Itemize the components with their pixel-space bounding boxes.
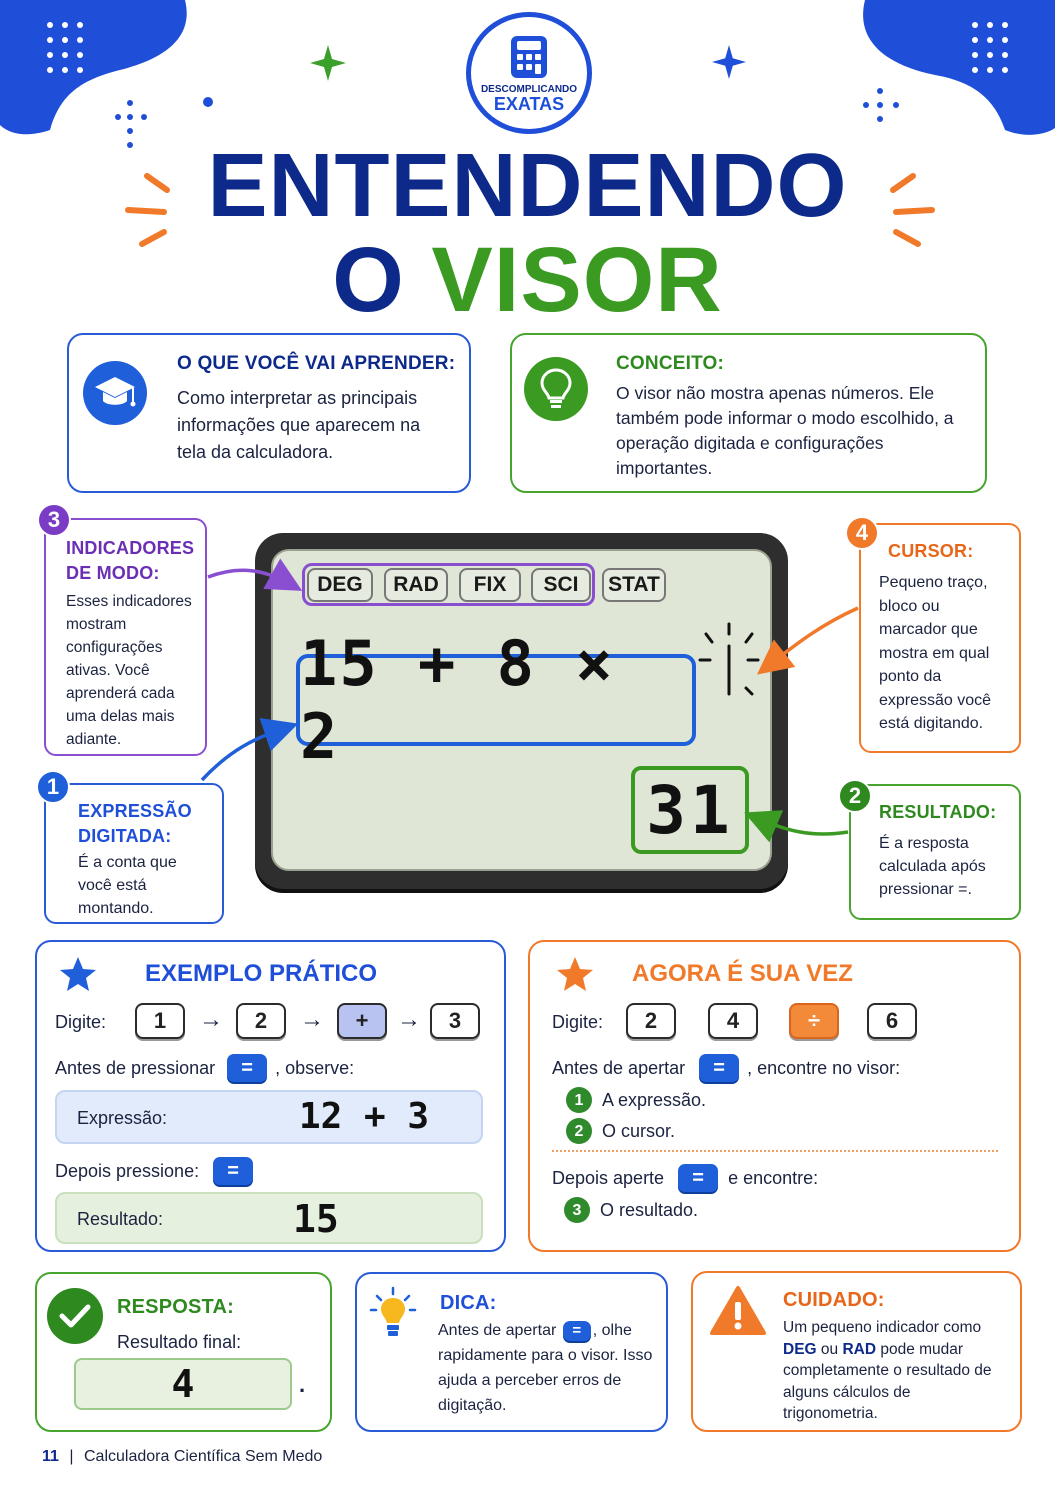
example-key-2: 2 [236, 1003, 286, 1039]
equals-key-icon: = [563, 1321, 591, 1341]
indicators-text: Esses indicadores mostram configurações ativas. Você aprenderá cada uma delas mais adiante. [66, 593, 192, 748]
cursor-title: CURSOR: [888, 541, 974, 561]
display-expression: 15 + 8 × 2 [300, 627, 615, 773]
warning-t2: ou [816, 1340, 843, 1358]
example-card [35, 940, 506, 1252]
turn-before [552, 1054, 900, 1082]
example-key-1: 1 [135, 1003, 185, 1039]
mode-deg: DEG [307, 568, 373, 602]
turn-item-2-text: O cursor. [602, 1120, 676, 1141]
turn-after-b: e encontre: [728, 1167, 819, 1188]
turn-after [552, 1164, 818, 1192]
warning-title: CUIDADO: [783, 1289, 885, 1311]
example-res-label: Resultado: [77, 1209, 164, 1229]
tip-title: DICA: [440, 1292, 497, 1314]
footer-book: Calculadora Científica Sem Medo [83, 1448, 323, 1465]
answer-title: RESPOSTA: [117, 1296, 234, 1318]
display-result: 31 [646, 771, 734, 849]
turn-before-a: Antes de apertar [552, 1057, 686, 1078]
badge-3: 3 [37, 503, 71, 537]
arrow-icon: → [397, 1006, 421, 1033]
example-before-a: Antes de pressionar [55, 1057, 216, 1078]
mode-stat: STAT [602, 568, 666, 602]
title-line2b: VISOR [431, 229, 723, 331]
footer-page: 11 [42, 1448, 59, 1465]
example-after [55, 1157, 253, 1185]
example-title: EXEMPLO PRÁTICO [145, 960, 378, 987]
indicators-title: INDICADORES DE MODO: [66, 538, 195, 583]
equals-key-icon: = [227, 1054, 267, 1082]
circle-2: 2 [566, 1118, 592, 1144]
turn-card [528, 940, 1021, 1252]
example-after-label: Depois pressione: [55, 1160, 200, 1181]
cursor-text: Pequeno traço, bloco ou marcador que mostra em qual ponto da expressão você está digitando. [879, 574, 992, 732]
example-before-b: , observe: [275, 1057, 355, 1078]
tip-text-b: , olhe rapidamente para o visor. Isso ajuda a perceber erros de digitação. [438, 1322, 653, 1414]
answer-dot: . [299, 1372, 306, 1397]
example-result-box [55, 1192, 483, 1244]
turn-key-6: 6 [867, 1003, 917, 1039]
check-icon [47, 1288, 103, 1344]
warning-card [691, 1271, 1022, 1432]
title-line1: ENTENDENDO [207, 136, 848, 236]
learn-text: Como interpretar as principais informações que aparecem na tela da calculadora. [177, 388, 421, 462]
example-key-plus: + [337, 1003, 387, 1039]
warning-t1: Um pequeno indicador como [783, 1319, 982, 1336]
expression-title: EXPRESSÃO DIGITADA: [78, 801, 192, 846]
turn-key-4: 4 [708, 1003, 758, 1039]
tip-card [355, 1272, 668, 1432]
star-icon [556, 956, 594, 992]
badge-4: 4 [845, 516, 879, 550]
turn-title: AGORA É SUA VEZ [632, 960, 853, 987]
learn-title: O QUE VOCÊ VAI APRENDER: [177, 353, 456, 374]
answer-label: Resultado final: [117, 1332, 242, 1352]
example-digit-label: Digite: [55, 1012, 107, 1032]
equals-key-icon: = [213, 1157, 253, 1185]
equals-key-icon: = [678, 1164, 718, 1192]
example-expr-value: 12 + 3 [299, 1096, 430, 1137]
equals-key-icon: = [699, 1054, 739, 1082]
arrow-icon: → [300, 1006, 324, 1033]
turn-item-1-text: A expressão. [602, 1089, 707, 1110]
logo-line1: DESCOMPLICANDO [480, 83, 578, 95]
tip-text [438, 1318, 660, 1418]
turn-before-b: , encontre no visor: [747, 1057, 901, 1078]
concept-title: CONCEITO: [616, 353, 725, 374]
mode-rad: RAD [384, 568, 448, 602]
warning-b1: DEG [783, 1340, 817, 1358]
turn-item-2 [566, 1118, 675, 1144]
footer-sep: | [69, 1448, 74, 1465]
warning-t3: pode mudar completamente o resultado de alguns cálculos de trigonometria. [783, 1340, 992, 1422]
mode-fix: FIX [459, 568, 521, 602]
badge-1: 1 [36, 770, 70, 804]
footer [42, 1448, 322, 1466]
warning-text [783, 1317, 1005, 1425]
circle-1: 1 [566, 1087, 592, 1113]
answer-box [74, 1358, 292, 1410]
dotted-divider [552, 1150, 998, 1152]
warning-icon [709, 1285, 767, 1337]
example-res-value: 15 [293, 1197, 339, 1241]
warning-b2: RAD [842, 1340, 877, 1358]
turn-key-divide: ÷ [789, 1003, 839, 1039]
arrow-icon: → [199, 1006, 223, 1033]
title-line2a: O [332, 229, 432, 331]
lightbulb-icon [369, 1286, 417, 1342]
turn-item-1 [566, 1087, 706, 1113]
star-icon [59, 956, 97, 992]
turn-item-3-text: O resultado. [600, 1199, 699, 1220]
example-before [55, 1054, 354, 1082]
circle-3: 3 [564, 1197, 590, 1223]
answer-value: 4 [171, 1362, 195, 1406]
example-expr-label: Expressão: [77, 1108, 168, 1128]
expression-text: É a conta que você está montando. [78, 854, 177, 917]
turn-after-a: Depois aperte [552, 1167, 665, 1188]
turn-item-3 [564, 1197, 698, 1223]
turn-digit-label: Digite: [552, 1012, 604, 1032]
logo-line2: EXATAS [493, 93, 565, 114]
result-title: RESULTADO: [879, 802, 997, 822]
answer-card [35, 1272, 332, 1432]
tip-text-a: Antes de apertar [438, 1322, 557, 1339]
mode-sci: SCI [531, 568, 591, 602]
badge-2: 2 [838, 779, 872, 813]
example-expression-box [55, 1090, 483, 1144]
example-key-3: 3 [430, 1003, 480, 1039]
turn-key-2: 2 [626, 1003, 676, 1039]
concept-text: O visor não mostra apenas números. Ele também pode informar o modo escolhido, a operação digitada e configurações importantes. [616, 383, 954, 478]
result-text: É a resposta calculada após pressionar =. [879, 835, 986, 898]
